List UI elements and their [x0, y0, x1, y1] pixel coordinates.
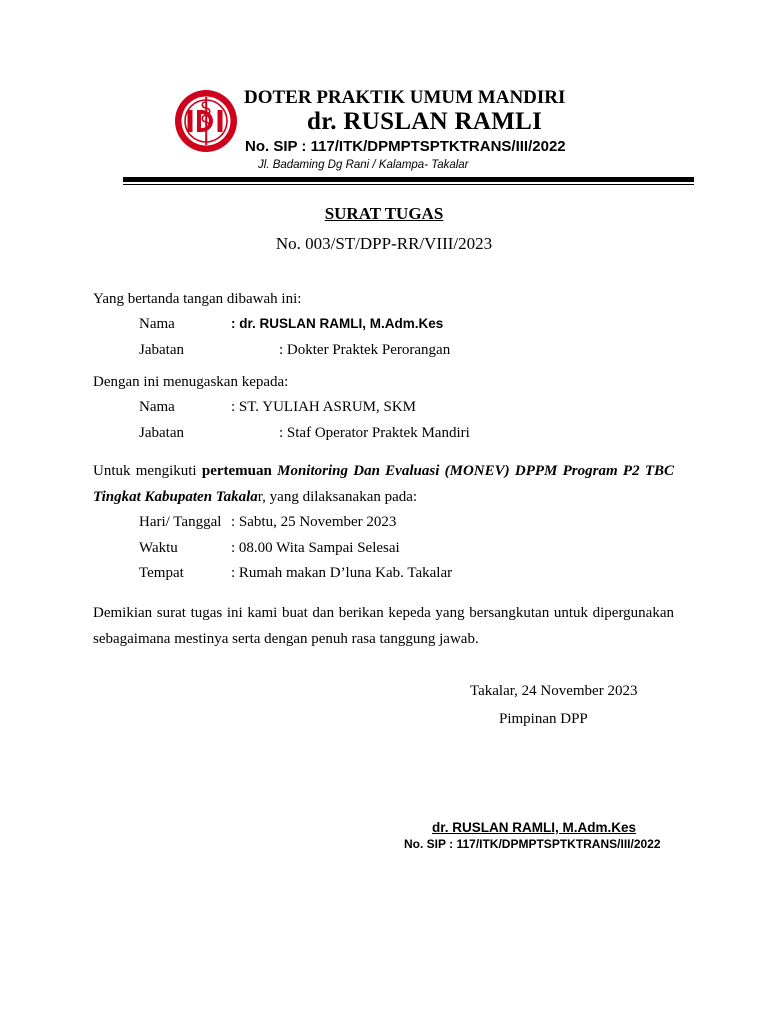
idi-logo-icon: [173, 88, 239, 154]
place-and-date: Takalar, 24 November 2023: [470, 683, 638, 699]
purpose-lead: Untuk mengikuti: [93, 463, 202, 479]
practice-address: Jl. Badaming Dg Rani / Kalampa- Takalar: [258, 159, 469, 171]
assignee-name-label: Nama: [139, 399, 175, 415]
signatory-license-number: No. SIP : 117/ITK/DPMPTSPTKTRANS/III/2022: [404, 837, 661, 851]
event-date-value: : Sabtu, 25 November 2023: [231, 514, 397, 530]
practice-license-number: No. SIP : 117/ITK/DPMPTSPTKTRANS/III/2022: [245, 138, 566, 155]
signer-position-value: : Dokter Praktek Perorangan: [279, 342, 451, 358]
purpose-event-name: Monitoring Dan Evaluasi (MONEV) DPPM Program P2 TBC Tingkat Kabupaten Takala: [93, 463, 674, 505]
letterhead-divider: [123, 177, 694, 182]
assignment-purpose: [93, 458, 674, 510]
doctor-name: dr. RUSLAN RAMLI: [307, 108, 543, 135]
signer-name-label: Nama: [139, 316, 175, 332]
letterhead-divider-thin: [123, 184, 694, 185]
signatory-role: Pimpinan DPP: [499, 711, 588, 727]
letter-number: No. 003/ST/DPP-RR/VIII/2023: [275, 234, 493, 253]
event-date-label: Hari/ Tanggal: [139, 514, 222, 530]
event-place-value: : Rumah makan D’luna Kab. Takalar: [231, 565, 453, 581]
intro-text: Yang bertanda tangan dibawah ini:: [93, 291, 302, 307]
signatory-name: dr. RUSLAN RAMLI, M.Adm.Kes: [432, 820, 637, 835]
assignee-name-value: : ST. YULIAH ASRUM, SKM: [231, 399, 417, 415]
letter-title: SURAT TUGAS: [324, 204, 444, 223]
closing-paragraph: Demikian surat tugas ini kami buat dan berikan kepeda yang bersangkutan untuk dipergunakan sebagaimana mestinya serta dengan penuh rasa tanggung jawab.: [93, 605, 674, 647]
event-time-label: Waktu: [139, 540, 178, 556]
event-place-label: Tempat: [139, 565, 184, 581]
assignee-position-label: Jabatan: [139, 425, 184, 441]
signer-position-label: Jabatan: [139, 342, 184, 358]
signer-name-value: : dr. RUSLAN RAMLI, M.Adm.Kes: [231, 316, 444, 331]
purpose-tail: r, yang dilaksanakan pada:: [257, 489, 418, 505]
assignment-intro: Dengan ini menugaskan kepada:: [93, 374, 289, 390]
purpose-meeting-word: pertemuan: [201, 463, 272, 479]
assignee-position-value: : Staf Operator Praktek Mandiri: [279, 425, 470, 441]
organization-name: DOTER PRAKTIK UMUM MANDIRI: [244, 87, 566, 108]
event-time-value: : 08.00 Wita Sampai Selesai: [231, 540, 400, 556]
